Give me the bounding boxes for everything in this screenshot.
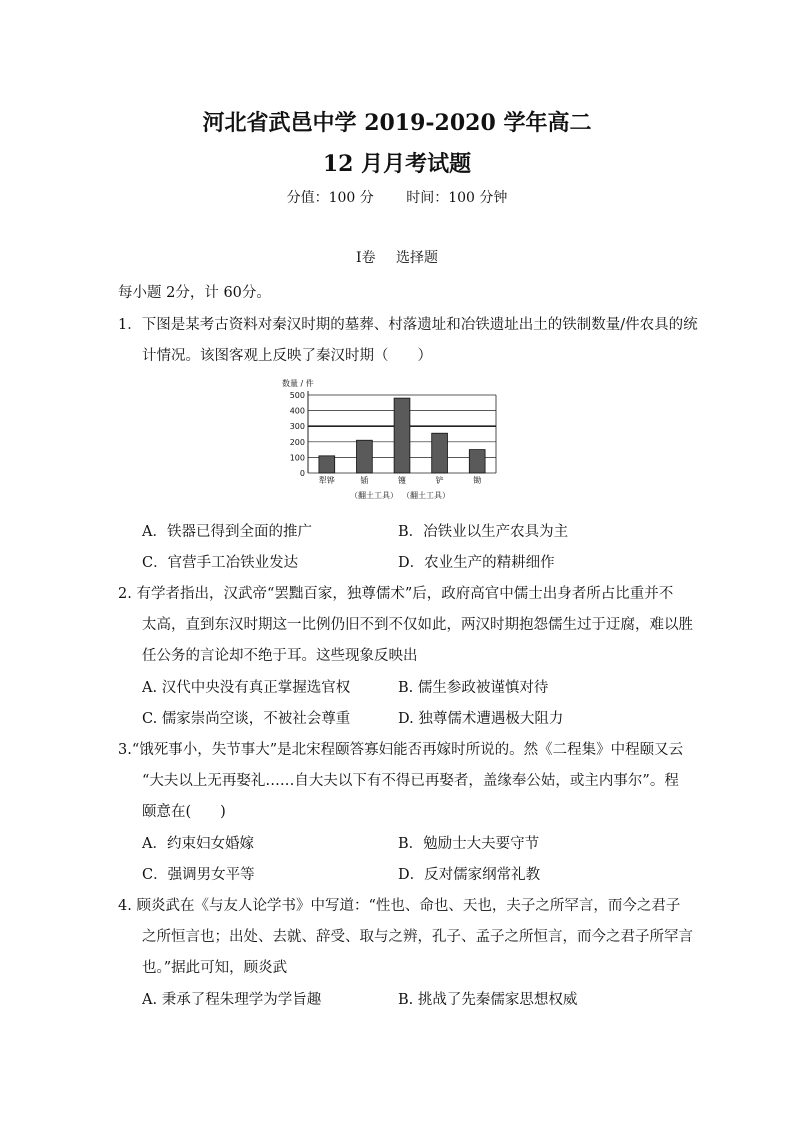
question-1-line-1: 1．下图是某考古资料对秦汉时期的墓葬、村落遗址和冶铁遗址出土的铁制数量/件农具的统 (118, 317, 698, 333)
chart-x-tick-label: 犁铧 (318, 476, 335, 485)
chart-y-tick-label: 500 (289, 391, 305, 400)
chart-x-tick-label: 铲 (435, 476, 444, 485)
chart-y-tick-label: 300 (289, 422, 305, 432)
section-roman: Ⅰ卷 (356, 250, 376, 266)
question-3-line-3: 颐意在( ) (142, 804, 226, 820)
exam-title: 河北省武邑中学 2019-2020 学年高二 (202, 110, 592, 136)
question-2-option-d: D. 独尊儒术遭遇极大阻力 (398, 711, 564, 727)
question-2-option-b: B. 儒生参政被谨慎对待 (398, 680, 549, 696)
question-4-line-2: 之所恒言也；出处、去就、辞受、取与之辨，孔子、孟子之所恒言，而今之君子所罕言 (142, 929, 693, 945)
chart-x-tick-label: 镬 (398, 476, 406, 485)
chart-x-ticks (319, 475, 481, 485)
chart-x-tick-label: 锄 (473, 476, 482, 485)
question-3-option-c: C．强调男女平等 (142, 867, 255, 883)
chart-y-tick-label: 0 (299, 469, 305, 478)
exam-meta (0, 187, 794, 207)
chart-bar-锸 (357, 440, 373, 473)
chart-bars (319, 398, 485, 473)
chart-ylabel: 数量 / 件 (282, 379, 314, 388)
chart-bar-镬 (394, 398, 410, 473)
question-2-line-2: 太高，直到东汉时期这一比例仍旧不到不仅如此，两汉时期抱怨儒生过于迂腐，难以胜 (142, 617, 693, 633)
question-1-option-a: A．铁器已得到全面的推广 (142, 524, 312, 540)
exam-subtitle: 12 月月考试题 (322, 151, 472, 177)
question-1-option-c: C．官营手工冶铁业发达 (142, 555, 299, 571)
chart-y-tick-label: 100 (289, 453, 305, 463)
chart-x-tick-label: 锸 (360, 476, 369, 485)
score-text: 分值：100 分 (286, 190, 374, 206)
question-3-option-b: B．勉励士大夫要守节 (398, 836, 540, 852)
question-4-option-b: B. 挑战了先秦儒家思想权威 (398, 992, 578, 1008)
chart-group-label-2: （翻土工具） (402, 491, 450, 500)
chart-bar-犁铧 (319, 456, 335, 473)
iron-tools-bar-chart (268, 375, 508, 505)
question-3-line-1: 3.“饿死事小，失节事大”是北宋程颐答寡妇能否再嫁时所说的。然《二程集》中程颐又云 (118, 742, 684, 758)
question-2-option-a: A. 汉代中央没有真正掌握选官权 (142, 680, 351, 696)
question-2-line-1: 2. 有学者指出，汉武帝“罢黜百家，独尊儒术”后，政府高官中儒士出身者所占比重并不 (118, 586, 674, 602)
chart-group-label-1: （翻土工具） (350, 491, 398, 500)
chart-y-tick-label: 200 (289, 437, 305, 447)
question-2-option-c: C. 儒家崇尚空谈，不被社会尊重 (142, 711, 351, 727)
question-4-line-3: 也。”据此可知，顾炎武 (142, 960, 288, 976)
instruction: 每小题 2分，计 60分。 (118, 285, 271, 301)
question-3-option-a: A．约束妇女婚嫁 (142, 836, 254, 852)
question-4-line-1: 4. 顾炎武在《与友人论学书》中写道：“性也、命也、天也，夫子之所罕言，而今之君子 (118, 898, 681, 914)
question-3-option-d: D．反对儒家纲常礼教 (398, 867, 541, 883)
section-heading (0, 247, 794, 267)
question-4-option-a: A. 秉承了程朱理学为学旨趣 (142, 992, 322, 1008)
chart-y-ticks (290, 391, 305, 478)
question-1-line-2: 计情况。该图客观上反映了秦汉时期（ ） (142, 348, 432, 364)
section-label: 选择题 (395, 250, 438, 266)
question-1-option-d: D．农业生产的精耕细作 (398, 555, 555, 571)
time-text: 时间：100 分钟 (406, 190, 508, 206)
question-1-option-b: B．冶铁业以生产农具为主 (398, 524, 569, 540)
chart-y-tick-label: 400 (289, 406, 305, 416)
question-3-line-2: “大夫以上无再娶礼……自大夫以下有不得已再娶者，盖缘奉公姑，或主内事尔”。程 (142, 773, 679, 789)
question-2-line-3: 任公务的言论却不绝于耳。这些现象反映出 (142, 648, 418, 664)
chart-bar-铲 (432, 433, 448, 473)
chart-bar-锄 (469, 450, 485, 473)
